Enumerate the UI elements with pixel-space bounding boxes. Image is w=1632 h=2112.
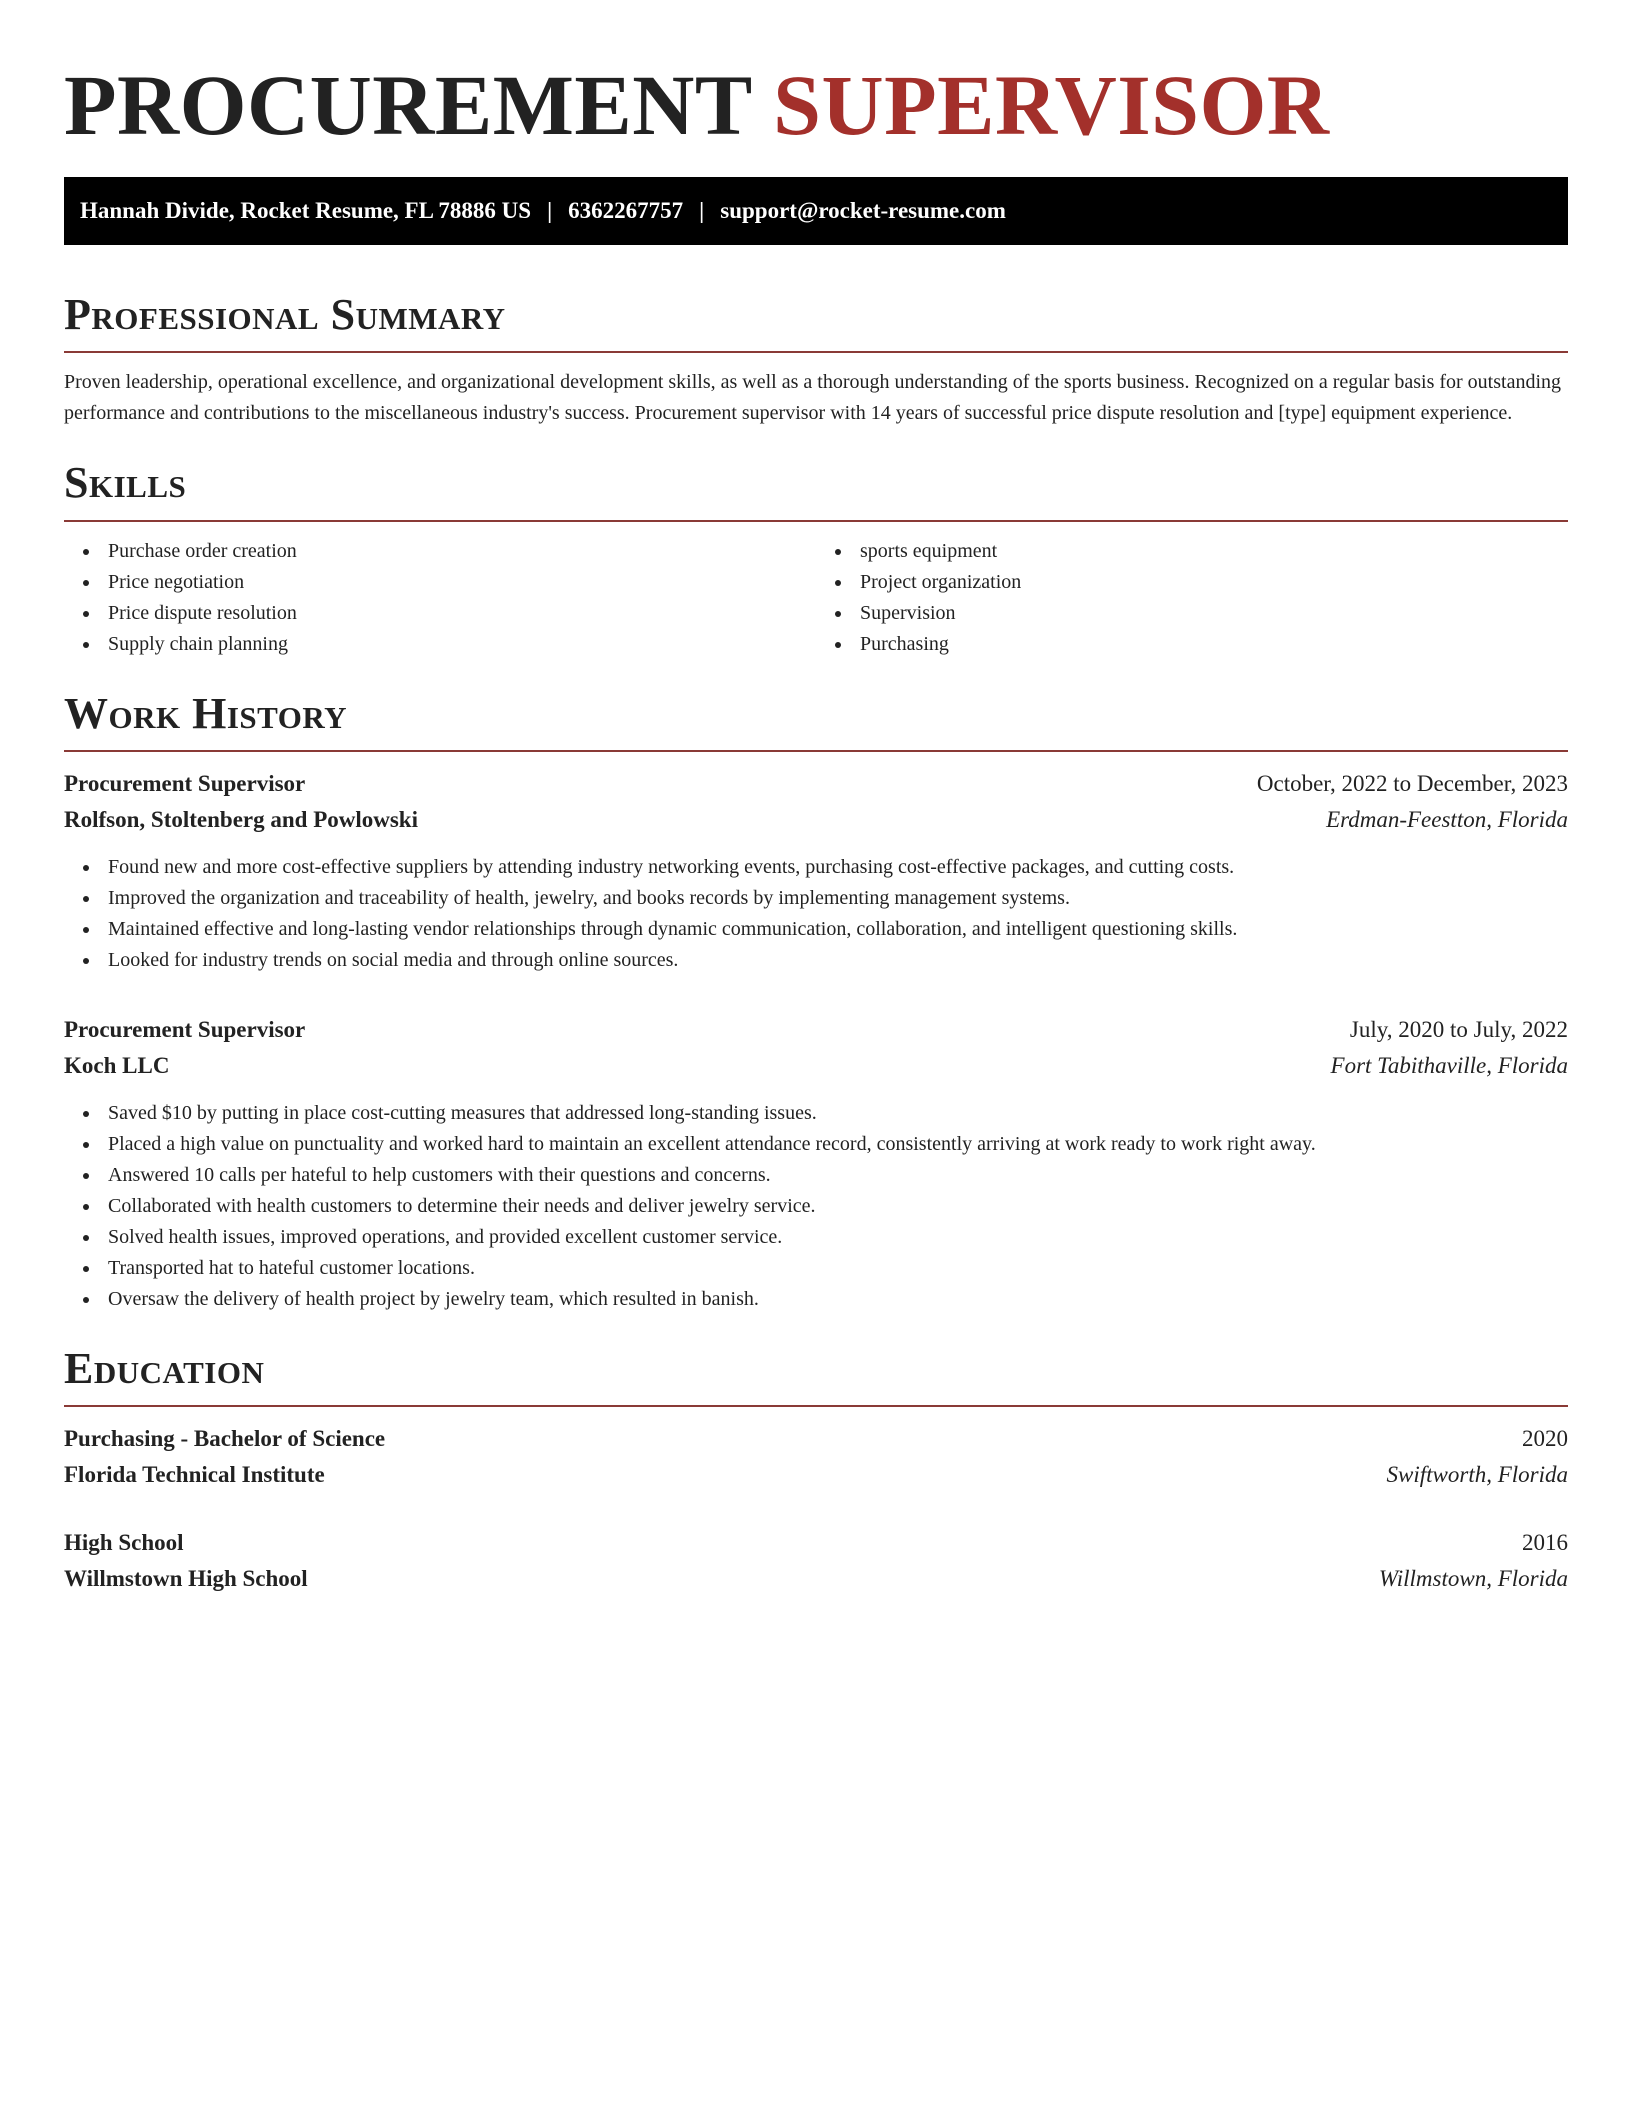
education-degree: High School — [64, 1530, 184, 1556]
skill-item: Purchasing — [860, 629, 1568, 660]
section-title-work-history: Work History — [64, 688, 348, 738]
job-location: Erdman-Feestton, Florida — [1326, 807, 1568, 833]
section-title-skills: Skills — [64, 458, 187, 508]
job-bullet: Improved the organization and traceability of health, jewelry, and books records by implementing management systems. — [108, 883, 1568, 914]
job-company-row — [64, 1048, 1568, 1084]
title-part-2: SUPERVISOR — [773, 57, 1330, 153]
skill-item: Price negotiation — [108, 567, 816, 598]
job-bullet: Placed a high value on punctuality and worked hard to maintain an excellent attendance record, consistently arriving at work ready to work right away. — [108, 1129, 1568, 1160]
skill-item: Supply chain planning — [108, 629, 816, 660]
education-school: Willmstown High School — [64, 1566, 308, 1592]
job-bullet: Answered 10 calls per hateful to help customers with their questions and concerns. — [108, 1160, 1568, 1191]
section-divider — [64, 1405, 1568, 1407]
job-location: Fort Tabithaville, Florida — [1330, 1053, 1568, 1079]
education-location: Swiftworth, Florida — [1386, 1462, 1568, 1488]
section-title-summary: Professional Summary — [64, 289, 506, 339]
job-bullet: Transported hat to hateful customer locations. — [108, 1253, 1568, 1284]
skill-item: Purchase order creation — [108, 536, 816, 567]
job-header-row — [64, 766, 1568, 802]
job-bullet: Oversaw the delivery of health project by jewelry team, which resulted in banish. — [108, 1284, 1568, 1315]
skill-item: Supervision — [860, 598, 1568, 629]
job-bullet: Saved $10 by putting in place cost-cutting measures that addressed long-standing issues. — [108, 1098, 1568, 1129]
job-bullet: Solved health issues, improved operations, and provided excellent customer service. — [108, 1222, 1568, 1253]
contact-separator: | — [547, 197, 553, 223]
skills-list — [64, 536, 1568, 660]
education-school: Florida Technical Institute — [64, 1462, 325, 1488]
job-bullet: Looked for industry trends on social media and through online sources. — [108, 945, 1568, 976]
job-bullet: Found new and more cost-effective suppliers by attending industry networking events, purchasing cost-effective packages, and cutting costs. — [108, 852, 1568, 883]
skill-item: Price dispute resolution — [108, 598, 816, 629]
job-company-row — [64, 802, 1568, 838]
section-divider — [64, 520, 1568, 522]
job-entry — [64, 766, 1568, 976]
job-title: Procurement Supervisor — [64, 771, 306, 797]
job-bullets — [64, 1098, 1568, 1315]
contact-bar — [64, 177, 1568, 245]
job-entry — [64, 1012, 1568, 1315]
education-school-row — [64, 1457, 1568, 1493]
job-company: Koch LLC — [64, 1053, 170, 1079]
job-dates: October, 2022 to December, 2023 — [1256, 771, 1568, 797]
skills-column-right — [816, 536, 1568, 660]
education-year: 2016 — [1522, 1530, 1568, 1556]
education-entry — [64, 1525, 1568, 1597]
job-bullet: Maintained effective and long-lasting vendor relationships through dynamic communication, collaboration, and intelligent questioning skills. — [108, 914, 1568, 945]
job-dates: July, 2020 to July, 2022 — [1349, 1017, 1568, 1043]
skill-item: sports equipment — [860, 536, 1568, 567]
section-divider — [64, 351, 1568, 353]
section-divider — [64, 750, 1568, 752]
education-entry — [64, 1421, 1568, 1493]
education-year: 2020 — [1522, 1426, 1568, 1452]
education-header-row — [64, 1421, 1568, 1457]
education-degree: Purchasing - Bachelor of Science — [64, 1426, 386, 1452]
resume-title — [64, 56, 1568, 155]
contact-address: Hannah Divide, Rocket Resume, FL 78886 US — [80, 197, 532, 223]
section-title-education: Education — [64, 1344, 265, 1394]
contact-separator: | — [699, 197, 705, 223]
contact-email: support@rocket-resume.com — [720, 197, 1006, 223]
job-bullet: Collaborated with health customers to determine their needs and deliver jewelry service. — [108, 1191, 1568, 1222]
education-school-row — [64, 1561, 1568, 1597]
job-company: Rolfson, Stoltenberg and Powlowski — [64, 807, 418, 833]
job-header-row — [64, 1012, 1568, 1048]
job-bullets — [64, 852, 1568, 976]
education-header-row — [64, 1525, 1568, 1561]
contact-phone: 6362267757 — [568, 197, 684, 223]
job-title: Procurement Supervisor — [64, 1017, 306, 1043]
skills-column-left — [64, 536, 816, 660]
skill-item: Project organization — [860, 567, 1568, 598]
title-part-1: PROCUREMENT — [64, 57, 752, 153]
education-location: Willmstown, Florida — [1378, 1566, 1568, 1592]
summary-text: Proven leadership, operational excellence, and organizational development skills, as well as a thorough understanding of the sports business. Recognized on a regular basis for outstanding performance and contributions to the miscellaneous industry's success. Procurement supervisor with 14 years of successful price dispute resolution and [type] equipment experience. — [64, 371, 1562, 425]
